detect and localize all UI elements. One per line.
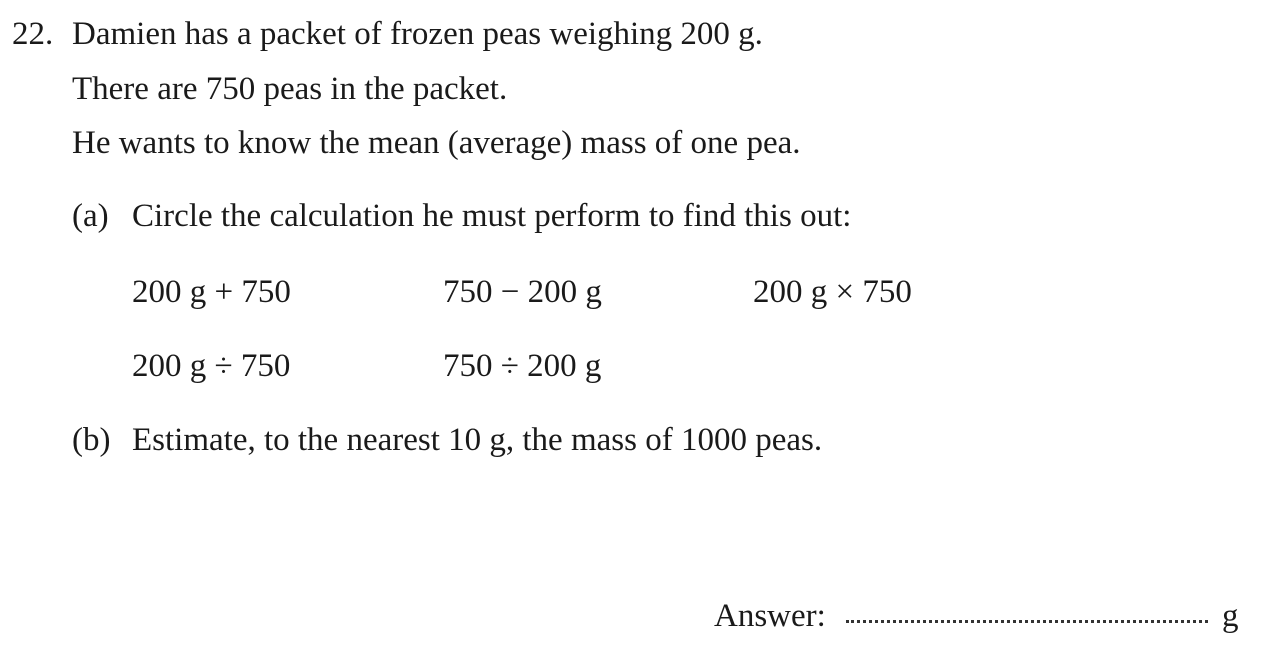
question-number: 22. (12, 16, 54, 52)
calculation-option[interactable]: 200 g + 750 (132, 274, 291, 310)
calculation-option[interactable]: 200 g ÷ 750 (132, 348, 291, 384)
question-line-3: He wants to know the mean (average) mass of one pea. (72, 125, 801, 161)
answer-label: Answer: (714, 598, 826, 634)
calculation-option[interactable]: 750 ÷ 200 g (443, 348, 602, 384)
part-a-text: Circle the calculation he must perform to find this out: (132, 198, 852, 234)
part-a-label: (a) (72, 198, 109, 234)
part-b-text: Estimate, to the nearest 10 g, the mass of 1000 peas. (132, 422, 823, 458)
calculation-option[interactable]: 200 g × 750 (753, 274, 912, 310)
question-line-1: Damien has a packet of frozen peas weighing 200 g. (72, 16, 763, 52)
part-b-label: (b) (72, 422, 111, 458)
answer-unit: g (1222, 598, 1239, 634)
answer-input-line[interactable] (846, 620, 1208, 623)
question-line-2: There are 750 peas in the packet. (72, 71, 508, 107)
calculation-option[interactable]: 750 − 200 g (443, 274, 602, 310)
